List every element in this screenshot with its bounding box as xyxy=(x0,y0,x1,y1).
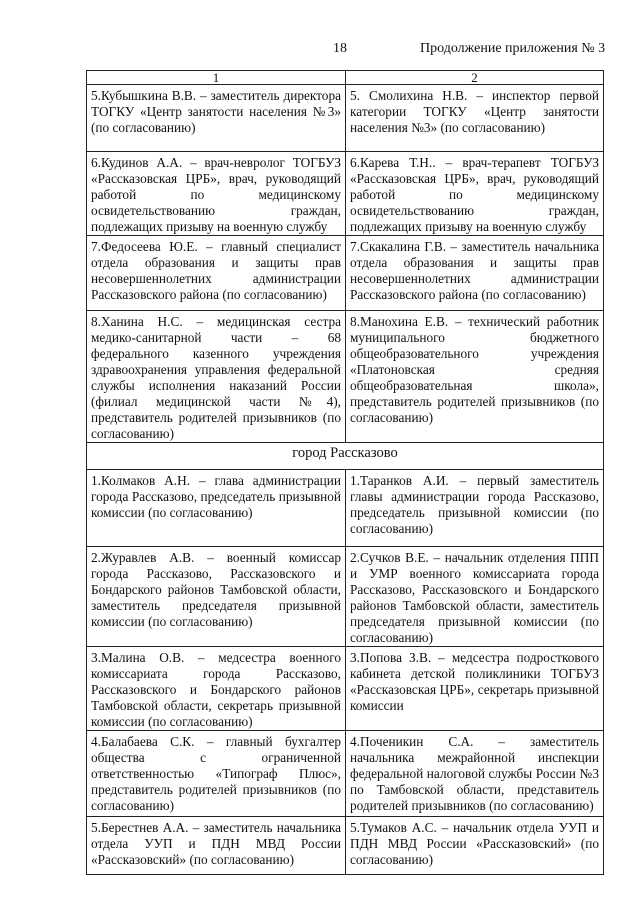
table-row xyxy=(87,547,604,647)
table-cell: 7.Федосеева Ю.Е. – главный специалист отдела образования и защиты прав несовершеннолетних администрации Рассказовского района (по согласованию) xyxy=(87,236,346,311)
table-cell: 3.Попова З.В. – медсестра подросткового кабинета детской поликлиники ТОГБУЗ «Рассказовская ЦРБ», секретарь призывной комиссии xyxy=(346,647,604,731)
table-cell: 7.Скакалина Г.В. – заместитель начальника отдела образования и защиты прав несовершеннолетних администрации Рассказовского района (по согласованию) xyxy=(346,236,604,311)
commission-table xyxy=(86,70,604,875)
section-row xyxy=(87,443,604,470)
table-cell: 5.Тумаков А.С. – начальник отдела УУП и ПДН МВД России «Рассказовский» (по согласованию) xyxy=(346,817,604,875)
table-row xyxy=(87,85,604,152)
table-cell: 8.Ханина Н.С. – медицинская сестра медико-санитарной части – 68 федерального казенного учреждения здравоохранения управления федеральной службы исполнения наказаний России (филиал медицинской части №4), представитель родителей призывников (по согласованию) xyxy=(87,311,346,443)
table-row xyxy=(87,470,604,547)
table-cell: 8.Манохина Е.В. – технический работник муниципального бюджетного общеобразовательного учреждения «Платоновская средняя общеобразовательная школа», представитель родителей призывников (по согласованию) xyxy=(346,311,604,443)
table-cell: 2.Журавлев А.В. – военный комиссар города Рассказово, Рассказовского и Бондарского районов Тамбовской области, заместитель председателя призывной комиссии (по согласованию) xyxy=(87,547,346,647)
table-cell: 2.Сучков В.Е. – начальник отделения ППП и УМР военного комиссариата города Рассказово, Рассказовского и Бондарского районов Тамбовской области, заместитель председателя призывной комиссии (по согласованию) xyxy=(346,547,604,647)
table-row xyxy=(87,817,604,875)
table-cell: 6.Карева Т.Н.. – врач-терапевт ТОГБУЗ «Рассказовская ЦРБ», врач, руководящий работой по медицинскому освидетельствованию граждан, подлежащих призыву на военную службу xyxy=(346,152,604,236)
table-cell: 1.Колмаков А.Н. – глава администрации города Рассказово, председатель призывной комиссии (по согласованию) xyxy=(87,470,346,547)
page-header-title: Продолжение приложения № 3 xyxy=(420,41,606,56)
table-row xyxy=(87,311,604,443)
table-cell: 3.Малина О.В. – медсестра военного комиссариата города Рассказово, Рассказовского и Бондарского районов Тамбовской области, секретарь призывной комиссии (по согласованию) xyxy=(87,647,346,731)
column-header: 2 xyxy=(346,71,604,85)
column-header: 1 xyxy=(87,71,346,85)
table-cell: 5.Берестнев А.А. – заместитель начальника отдела УУП и ПДН МВД России «Рассказовский» (по согласованию) xyxy=(87,817,346,875)
table-cell: 4.Поченикин С.А. – заместитель начальника межрайонной инспекции федеральной налоговой службы России №3 по Тамбовской области, представитель родителей призывников (по согласованию) xyxy=(346,731,604,817)
table-cell: 6.Кудинов А.А. – врач-невролог ТОГБУЗ «Рассказовская ЦРБ», врач, руководящий работой по медицинскому освидетельствованию граждан, подлежащих призыву на военную службу xyxy=(87,152,346,236)
table-row xyxy=(87,236,604,311)
table-cell: 4.Балабаева С.К. – главный бухгалтер общества с ограниченной ответственностью «Типограф Плюс», представитель родителей призывников (по согласованию) xyxy=(87,731,346,817)
page-number: 18 xyxy=(333,41,347,56)
section-title: город Рассказово xyxy=(87,443,604,470)
table-cell: 5. Смолихина Н.В. – инспектор первой категории ТОГКУ «Центр занятости населения №3» (по согласованию) xyxy=(346,85,604,152)
table-row xyxy=(87,731,604,817)
table-cell: 5.Кубышкина В.В. – заместитель директора ТОГКУ «Центр занятости населения №3» (по согласованию) xyxy=(87,85,346,152)
table-row xyxy=(87,152,604,236)
column-header-row xyxy=(87,71,604,85)
table-cell: 1.Таранков А.И. – первый заместитель главы администрации города Рассказово, председатель призывной комиссии (по согласованию) xyxy=(346,470,604,547)
table-row xyxy=(87,647,604,731)
